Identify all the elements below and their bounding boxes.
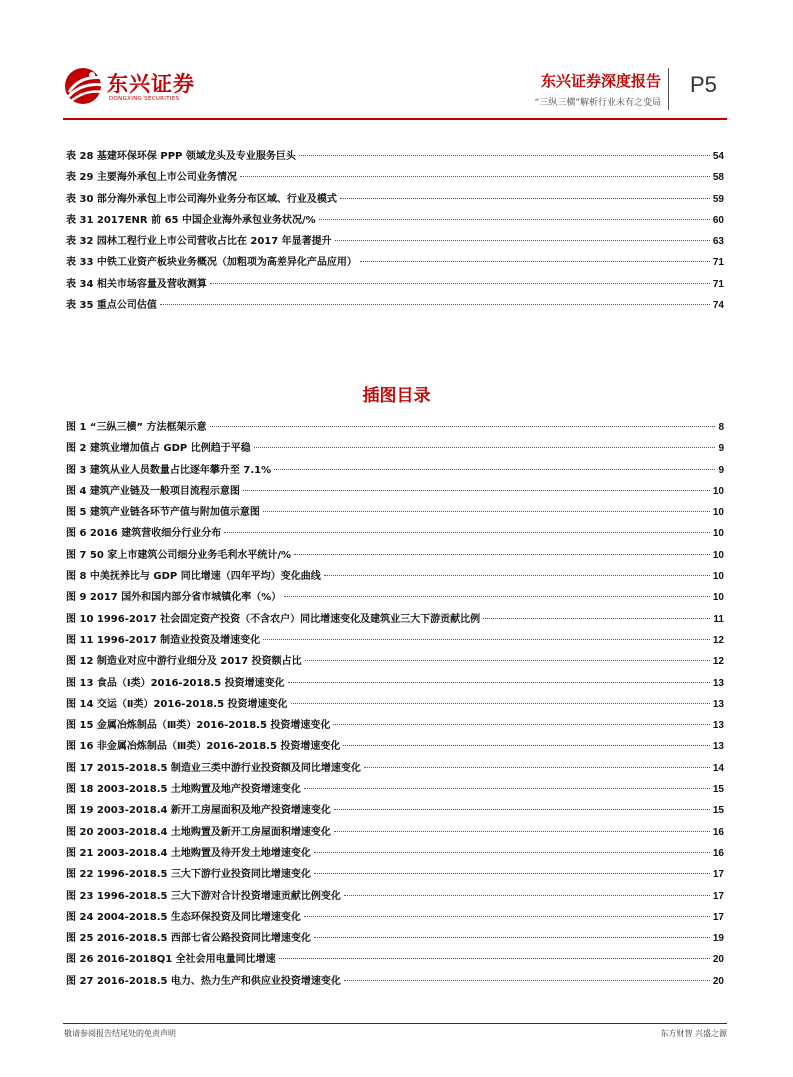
page-number: P5	[690, 72, 717, 97]
figure-entry[interactable]	[66, 502, 724, 523]
figure-entry-label: 图 17 2015-2018.5 制造业三类中游行业投资额及同比增速变化	[66, 762, 361, 774]
dot-leader	[284, 596, 710, 597]
figure-entry-page-number: 10	[712, 507, 724, 519]
figure-entry-page-number: 9	[718, 464, 724, 476]
figure-entry[interactable]	[66, 843, 724, 864]
report-subtitle: “三纵三横”解析行业未有之变局	[534, 98, 661, 108]
dot-leader	[343, 745, 709, 746]
header-divider	[668, 68, 669, 110]
figure-entry-label: 图 16 非金属冶炼制品（Ⅲ类）2016-2018.5 投资增速变化	[66, 741, 341, 753]
dot-leader	[294, 554, 710, 555]
figure-entry-page-number: 15	[712, 805, 724, 817]
table-entry-label: 表 34 相关市场容量及营收测算	[66, 278, 207, 290]
table-entry-page-number: 60	[712, 214, 724, 226]
dot-leader	[335, 240, 710, 241]
figure-entry[interactable]	[66, 715, 724, 736]
dot-leader	[274, 469, 715, 470]
dot-leader	[304, 916, 710, 917]
figure-entry[interactable]	[66, 758, 724, 779]
logo-subtext: DONGXING SECURITIES	[109, 96, 180, 102]
dot-leader	[340, 198, 710, 199]
figure-entry[interactable]	[66, 907, 724, 928]
figure-entry-page-number: 17	[712, 869, 724, 881]
figure-entry[interactable]	[66, 523, 724, 544]
figure-entry[interactable]	[66, 481, 724, 502]
page-header	[0, 0, 793, 122]
table-entry-label: 表 31 2017ENR 前 65 中国企业海外承包业务状况/%	[66, 214, 316, 226]
figure-entry-page-number: 13	[712, 741, 724, 753]
figure-entry-page-number: 10	[712, 571, 724, 583]
figure-entry-page-number: 14	[712, 762, 724, 774]
company-logo	[63, 66, 193, 110]
dot-leader	[263, 639, 710, 640]
figure-entry-page-number: 17	[712, 911, 724, 923]
figure-entry-label: 图 25 2016-2018.5 西部七省公路投资同比增速变化	[66, 933, 311, 945]
table-entry[interactable]	[66, 252, 724, 273]
dot-leader	[288, 682, 710, 683]
figure-entry-label: 图 11 1996-2017 制造业投资及增速变化	[66, 634, 261, 646]
figure-entry[interactable]	[66, 630, 724, 651]
figure-entry[interactable]	[66, 949, 724, 970]
dot-leader	[319, 219, 710, 220]
table-entry-label: 表 29 主要海外承包上市公司业务情况	[66, 172, 237, 184]
figure-entry-page-number: 16	[712, 847, 724, 859]
dot-leader	[364, 767, 710, 768]
report-title: 东兴证券深度报告	[540, 72, 661, 90]
figure-entry[interactable]	[66, 545, 724, 566]
figure-entry[interactable]	[66, 587, 724, 608]
figure-entry[interactable]	[66, 651, 724, 672]
table-entry-page-number: 63	[712, 236, 724, 248]
figure-entry-label: 图 7 50 家上市建筑公司细分业务毛利水平统计/%	[66, 549, 291, 561]
figure-entry[interactable]	[66, 886, 724, 907]
figure-entry[interactable]	[66, 928, 724, 949]
table-entry[interactable]	[66, 189, 724, 210]
dot-leader	[483, 618, 710, 619]
figure-entry-label: 图 6 2016 建筑营收细分行业分布	[66, 528, 222, 540]
table-entry-page-number: 71	[712, 257, 724, 269]
figure-entry[interactable]	[66, 864, 724, 885]
figure-entry-page-number: 10	[712, 549, 724, 561]
figure-entry-label: 图 21 2003-2018.4 土地购置及待开发土地增速变化	[66, 847, 311, 859]
dot-leader	[360, 261, 710, 262]
figure-entry-label: 图 5 建筑产业链各环节产值与附加值示意图	[66, 507, 260, 519]
figure-entry-label: 图 15 金属冶炼制品（Ⅲ类）2016-2018.5 投资增速变化	[66, 720, 331, 732]
dot-leader	[314, 937, 710, 938]
figure-entry[interactable]	[66, 736, 724, 757]
table-entry[interactable]	[66, 210, 724, 231]
table-entry-page-number: 59	[712, 193, 724, 205]
dot-leader	[210, 426, 716, 427]
dot-leader	[279, 958, 710, 959]
figure-entry-page-number: 10	[712, 592, 724, 604]
table-entry-page-number: 54	[712, 151, 724, 162]
figure-entry-page-number: 20	[712, 975, 724, 987]
figure-entry-page-number: 11	[713, 613, 724, 625]
table-entry-label: 表 35 重点公司估值	[66, 300, 157, 312]
figure-entry-page-number: 19	[712, 933, 724, 945]
figure-entry[interactable]	[66, 460, 724, 481]
figure-entry-page-number: 13	[712, 720, 724, 732]
dot-leader	[344, 895, 710, 896]
header-rule	[63, 118, 727, 120]
dot-leader	[299, 155, 710, 156]
dot-leader	[334, 831, 710, 832]
dot-leader	[254, 447, 716, 448]
logo-text: 东兴证券	[107, 72, 195, 96]
figure-entry-page-number: 17	[712, 890, 724, 902]
dot-leader	[324, 575, 710, 576]
figure-entry-page-number: 13	[712, 677, 724, 689]
figure-entry-page-number: 12	[712, 656, 724, 668]
dot-leader	[263, 511, 710, 512]
table-entry[interactable]	[66, 231, 724, 252]
dot-leader	[291, 703, 710, 704]
figure-entry-label: 图 23 1996-2018.5 三大下游对合计投资增速贡献比例变化	[66, 890, 341, 902]
figure-entry-page-number: 15	[712, 784, 724, 796]
table-entry-page-number: 71	[712, 278, 724, 290]
figure-entry[interactable]	[66, 673, 724, 694]
dot-leader	[305, 660, 710, 661]
dot-leader	[314, 852, 710, 853]
figure-entry-label: 图 2 建筑业增加值占 GDP 比例趋于平稳	[66, 443, 251, 455]
dot-leader	[243, 490, 710, 491]
figure-entry-label: 图 19 2003-2018.4 新开工房屋面积及地产投资增速变化	[66, 805, 331, 817]
figure-entry-label: 图 9 2017 国外和国内部分省市城镇化率（%）	[66, 592, 282, 604]
figure-entry-page-number: 16	[712, 826, 724, 838]
figure-entry-label: 图 13 食品（Ⅰ类）2016-2018.5 投资增速变化	[66, 677, 285, 689]
dot-leader	[314, 873, 710, 874]
figure-entry-page-number: 13	[712, 698, 724, 710]
dot-leader	[344, 980, 710, 981]
figure-entry-label: 图 27 2016-2018.5 电力、热力生产和供应业投资增速变化	[66, 975, 341, 987]
dot-leader	[210, 283, 710, 284]
table-entry[interactable]	[66, 146, 724, 167]
figure-entry[interactable]	[66, 566, 724, 587]
figure-entry-label: 图 20 2003-2018.4 土地购置及新开工房屋面积增速变化	[66, 826, 331, 838]
figure-entry[interactable]	[66, 800, 724, 821]
table-entry-page-number: 58	[712, 172, 724, 184]
table-entry[interactable]	[66, 167, 724, 188]
figure-entry[interactable]	[66, 694, 724, 715]
figure-entry-page-number: 20	[712, 954, 724, 966]
figure-entry[interactable]	[66, 438, 724, 459]
dot-leader	[224, 532, 710, 533]
dot-leader	[334, 809, 710, 810]
table-entry-label: 表 33 中铁工业资产板块业务概况（加粗项为高差异化产品应用）	[66, 257, 357, 269]
figure-entry-label: 图 1 “三纵三横” 方法框架示意	[66, 422, 207, 433]
figure-entry[interactable]	[66, 609, 724, 630]
figure-entry-page-number: 9	[718, 443, 724, 455]
table-entry[interactable]	[66, 274, 724, 295]
table-of-tables	[66, 146, 724, 316]
table-entry[interactable]	[66, 295, 724, 316]
footer-slogan: 东方财智 兴盛之源	[660, 1029, 727, 1038]
table-entry-page-number: 74	[712, 300, 724, 312]
dot-leader	[160, 304, 710, 305]
figure-entry-label: 图 8 中美抚养比与 GDP 同比增速（四年平均）变化曲线	[66, 571, 321, 583]
figure-entry-label: 图 18 2003-2018.5 土地购置及地产投资增速变化	[66, 784, 301, 796]
figure-entry-label: 图 10 1996-2017 社会固定资产投资（不含农户）同比增速变化及建筑业三大下游贡献比例	[66, 613, 481, 625]
dot-leader	[333, 724, 709, 725]
dot-leader	[304, 788, 710, 789]
dongxing-logo-icon	[63, 66, 107, 106]
figure-entry-page-number: 10	[712, 528, 724, 540]
figure-entry-label: 图 26 2016-2018Q1 全社会用电量同比增速	[66, 954, 276, 966]
figure-entry-label: 图 24 2004-2018.5 生态环保投资及同比增速变化	[66, 911, 301, 923]
figure-entry[interactable]	[66, 779, 724, 800]
table-entry-label: 表 32 园林工程行业上市公司营收占比在 2017 年显著提升	[66, 236, 332, 248]
table-entry-label: 表 28 基建环保环保 PPP 领域龙头及专业服务巨头	[66, 151, 296, 162]
figures-section-title: 插图目录	[362, 386, 431, 406]
figure-entry-page-number: 8	[718, 422, 724, 433]
figure-entry-page-number: 12	[712, 634, 724, 646]
figure-entry-label: 图 4 建筑产业链及一般项目流程示意图	[66, 485, 240, 497]
figure-entry-page-number: 10	[712, 485, 724, 497]
figure-entry-label: 图 14 交运（Ⅱ类）2016-2018.5 投资增速变化	[66, 698, 288, 710]
figure-entry[interactable]	[66, 417, 724, 438]
figure-entry[interactable]	[66, 822, 724, 843]
figure-entry-label: 图 3 建筑从业人员数量占比逐年攀升至 7.1%	[66, 464, 272, 476]
figure-entry-label: 图 22 1996-2018.5 三大下游行业投资同比增速变化	[66, 869, 311, 881]
table-entry-label: 表 30 部分海外承包上市公司海外业务分布区域、行业及模式	[66, 193, 337, 205]
footer-disclaimer: 敬请参阅报告结尾处的免责声明	[64, 1029, 176, 1038]
footer-rule	[63, 1023, 727, 1024]
figure-entry-label: 图 12 制造业对应中游行业细分及 2017 投资额占比	[66, 656, 302, 668]
table-of-figures	[66, 417, 724, 992]
figure-entry[interactable]	[66, 971, 724, 992]
dot-leader	[240, 176, 710, 177]
